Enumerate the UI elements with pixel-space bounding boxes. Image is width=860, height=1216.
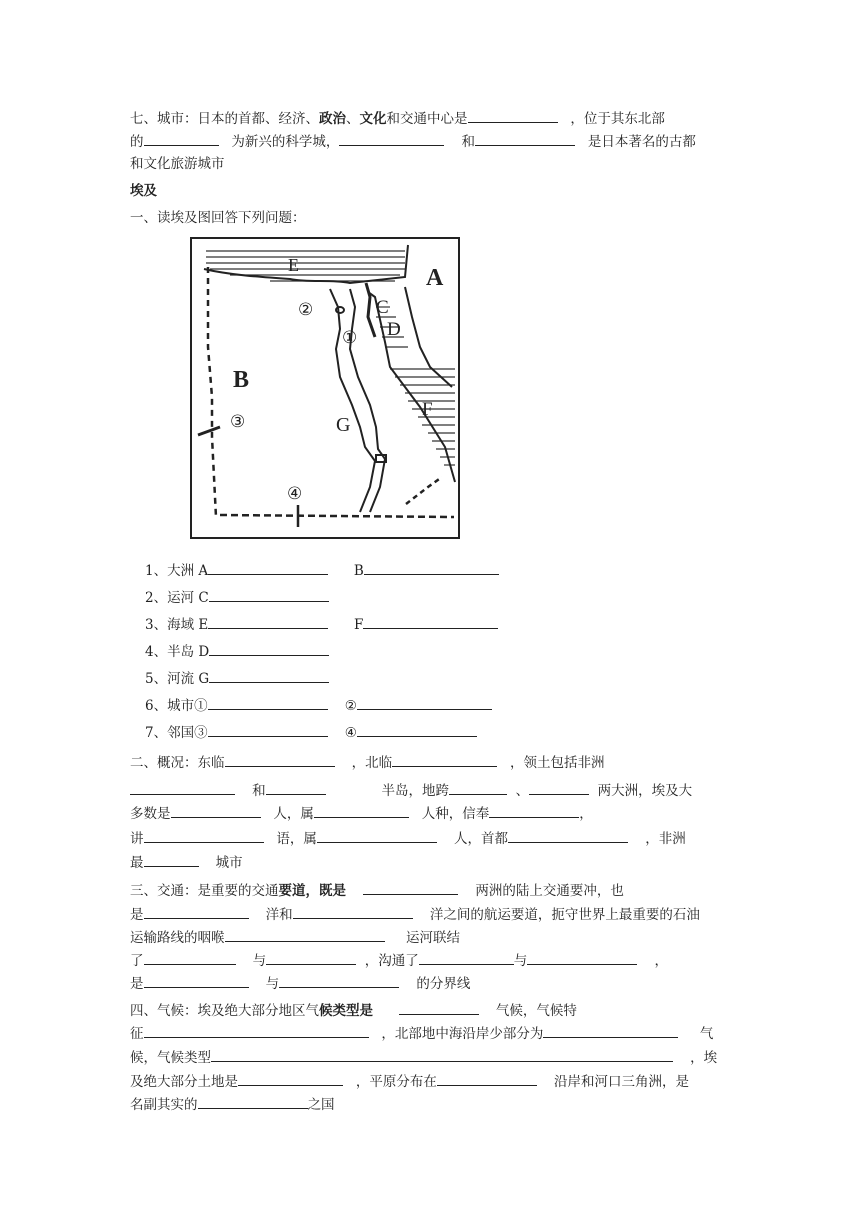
- map-label-neighbor4: ④: [287, 484, 303, 504]
- blank-city-2[interactable]: [357, 695, 492, 710]
- blank-peninsula-d[interactable]: [209, 641, 329, 656]
- map-label-G: G: [336, 414, 351, 436]
- blank-continent-2[interactable]: [529, 780, 589, 795]
- blank-nation[interactable]: [198, 1094, 308, 1109]
- s3-line1: 三、交通：是重要的交通要道，既是 两洲的陆上交通要冲，也: [130, 880, 624, 901]
- blank-territory[interactable]: [130, 780, 235, 795]
- blank-largest[interactable]: [144, 852, 199, 867]
- s2-line4: 讲 语，属 人，首都 ，非洲: [130, 828, 686, 849]
- map-label-neighbor3: ③: [230, 412, 246, 432]
- egypt-map: [190, 237, 460, 539]
- q-row-5: 5、河流 G: [145, 668, 329, 689]
- blank-river-g[interactable]: [209, 668, 329, 683]
- map-label-city2: ②: [298, 300, 314, 320]
- blank-link-1[interactable]: [144, 950, 236, 965]
- blank-old-capital-2[interactable]: [475, 131, 575, 146]
- blank-ethnic[interactable]: [317, 828, 437, 843]
- blank-continent-b[interactable]: [364, 560, 499, 575]
- map-label-C: C: [376, 297, 389, 318]
- s7-line3: 和文化旅游城市: [130, 156, 225, 172]
- blank-boundary-1[interactable]: [144, 973, 249, 988]
- s2-line2: 和 半岛，地跨 、 两大洲，埃及大: [130, 780, 692, 801]
- blank-canal[interactable]: [225, 927, 385, 942]
- blank-science-city[interactable]: [144, 131, 219, 146]
- blank-connect-1[interactable]: [419, 950, 514, 965]
- blank-climate-feature[interactable]: [144, 1023, 369, 1038]
- blank-north-sea[interactable]: [392, 752, 497, 767]
- blank-two-continents[interactable]: [363, 880, 458, 895]
- s3-line2: 是 洋和 洋之间的航运要道，扼守世界上最重要的石油: [130, 904, 700, 925]
- q-row-4: 4、半岛 D: [145, 641, 329, 662]
- blank-sea-e[interactable]: [208, 614, 328, 629]
- s2-line1: 二、概况：东临 ，北临 ，领土包括非洲: [130, 752, 605, 773]
- blank-neighbor-3[interactable]: [208, 722, 328, 737]
- s4-line2: 征 ，北部地中海沿岸少部分为 气: [130, 1023, 713, 1044]
- s4-line3: 候，气候类型 ，埃: [130, 1047, 717, 1068]
- blank-link-2[interactable]: [266, 950, 356, 965]
- s3-line4: 了 与 ，沟通了 与 ，: [130, 950, 668, 971]
- blank-north-climate[interactable]: [543, 1023, 678, 1038]
- s7-line1: 七、城市：日本的首都、经济、政治、文化和交通中心是 ，位于其东北部: [130, 108, 665, 129]
- q-row-1: 1、大洲 A B: [145, 560, 499, 581]
- blank-land[interactable]: [238, 1071, 343, 1086]
- map-label-A: A: [426, 265, 444, 291]
- s2-line3: 多数是 人，属 人种，信奉 ，: [130, 803, 593, 824]
- blank-japan-capital[interactable]: [468, 108, 558, 123]
- q-row-7: 7、邻国③ ④: [145, 722, 477, 743]
- s7-line2: 的 为新兴的科学城， 和 是日本著名的古都: [130, 131, 696, 152]
- blank-peninsula[interactable]: [266, 780, 326, 795]
- blank-connect-2[interactable]: [527, 950, 637, 965]
- s4-line4: 及绝大部分土地是 ，平原分布在 沿岸和河口三角洲，是: [130, 1071, 689, 1092]
- q-row-6: 6、城市① ②: [145, 695, 492, 716]
- blank-old-capital-1[interactable]: [339, 131, 444, 146]
- map-label-E: E: [288, 255, 299, 275]
- blank-religion[interactable]: [489, 803, 579, 818]
- blank-climate-type-2[interactable]: [211, 1047, 673, 1062]
- blank-ocean-2[interactable]: [293, 904, 413, 919]
- blank-language[interactable]: [144, 828, 264, 843]
- s2-line5: 最 城市: [130, 852, 243, 873]
- blank-sea-f[interactable]: [363, 614, 498, 629]
- s4-line5: 名副其实的 之国: [130, 1094, 335, 1115]
- blank-continent-1[interactable]: [449, 780, 507, 795]
- map-label-F: F: [422, 399, 433, 420]
- blank-city-1[interactable]: [208, 695, 328, 710]
- q1-title: 一、读埃及图回答下列问题：: [130, 210, 306, 226]
- s3-line5: 是 与 的分界线: [130, 973, 470, 994]
- q-row-3: 3、海域 E F: [145, 614, 498, 635]
- map-label-city1: ①: [342, 328, 358, 348]
- blank-capital[interactable]: [508, 828, 628, 843]
- blank-plain[interactable]: [437, 1071, 537, 1086]
- map-label-B: B: [233, 367, 250, 393]
- blank-continent-a[interactable]: [208, 560, 328, 575]
- blank-east-sea[interactable]: [225, 752, 335, 767]
- blank-canal-c[interactable]: [209, 587, 329, 602]
- heading-egypt: 埃及: [130, 183, 157, 199]
- map-label-D: D: [387, 319, 401, 340]
- q-row-2: 2、运河 C: [145, 587, 329, 608]
- s3-line3: 运输路线的咽喉 运河联结: [130, 927, 460, 948]
- blank-people[interactable]: [171, 803, 261, 818]
- blank-race[interactable]: [314, 803, 409, 818]
- blank-ocean-1[interactable]: [144, 904, 249, 919]
- s4-line1: 四、气候：埃及绝大部分地区气候类型是 气候，气候特: [130, 1000, 577, 1021]
- blank-climate-type[interactable]: [399, 1000, 479, 1015]
- blank-boundary-2[interactable]: [279, 973, 399, 988]
- blank-neighbor-4[interactable]: [357, 722, 477, 737]
